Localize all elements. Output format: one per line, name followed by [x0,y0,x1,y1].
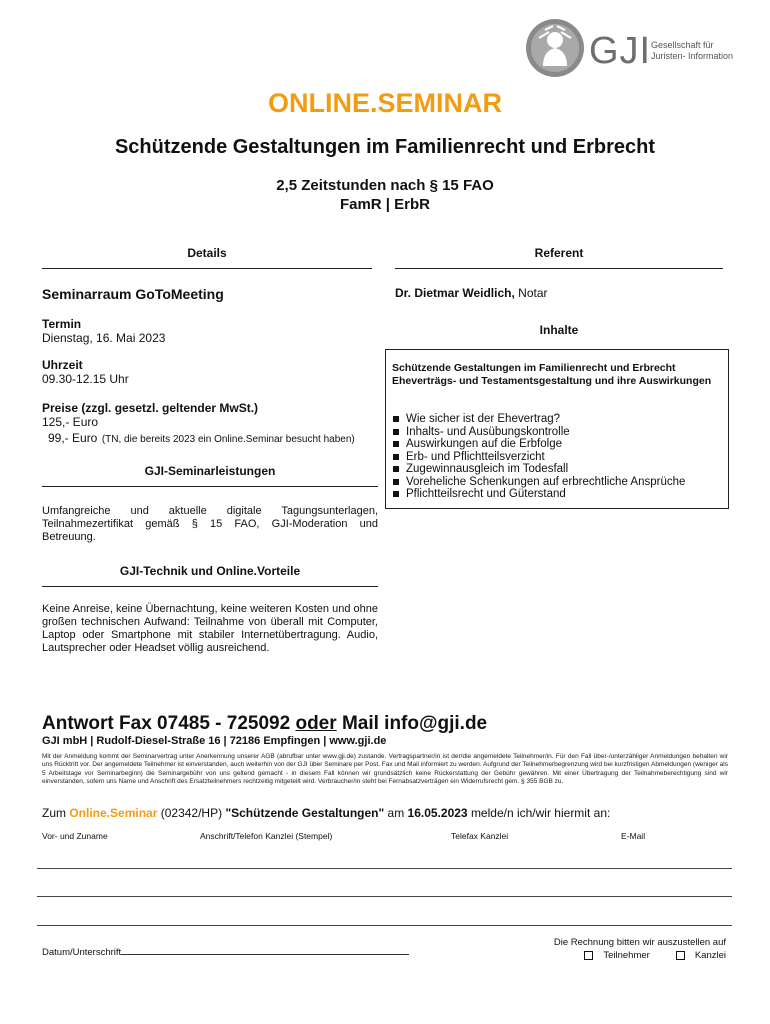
inhalte-item: Auswirkungen auf die Erbfolge [392,438,722,451]
technik-divider [42,586,378,587]
field-label-name: Vor- und Zuname [42,831,108,841]
checkbox-teilnehmer[interactable] [584,951,593,960]
leistungen-text: Umfangreiche und aktuelle digitale Tagungsunterlagen, Teilnahmezertifikat gemäß § 15 FAO, GJI-Moderation und Betreuung. [42,505,378,543]
technik-heading: GJI-Technik und Online.Vorteile [119,564,301,578]
option-teilnehmer-label: Teilnehmer [603,950,650,961]
termin-value: Dienstag, 16. Mai 2023 [42,331,166,345]
antwort-fax: Antwort Fax 07485 - 725092 [42,713,291,734]
price-reduced [48,429,355,447]
signature-label: Datum/Unterschrift [42,947,122,958]
referent-role: Notar [518,286,548,300]
logo-emblem-icon [525,18,585,78]
price-reduced-value: 99,- Euro [48,431,98,445]
invoice-options [560,950,726,961]
inhalte-item: Voreheliche Schenkungen auf erbrechtliche Ansprüche [392,476,722,489]
preise-label: Preise (zzgl. gesetzl. geltender MwSt.) [42,401,259,415]
termin-label: Termin [42,317,82,331]
details-divider [42,268,372,269]
inhalte-item: Inhalts- und Ausübungskontrolle [392,426,722,439]
antwort-mail: Mail info@gji.de [341,713,488,734]
inhalte-item: Erb- und Pflichtteilsverzicht [392,451,722,464]
page-title: ONLINE.SEMINAR [267,88,502,118]
inhalte-list [392,413,722,501]
logo-subtitle [651,40,733,62]
inhalte-box-title1: Schützende Gestaltungen im Familienrecht und Erbrecht [392,362,676,374]
reg-rest: melde/n ich/wir hiermit an: [470,806,611,820]
entry-line-3[interactable] [37,925,732,926]
leistungen-divider [42,486,378,487]
uhrzeit-label: Uhrzeit [42,358,83,372]
referent-divider [395,268,723,269]
technik-text: Keine Anreise, keine Übernachtung, keine weiteren Kosten und ohne großen technischen Aufwand: Teilnahme von überall mit Computer, Laptop oder Smartphone mit stabiler Internetübertragung. Audio, Lautsprecher oder Headset völlig ausreichend. [42,603,378,654]
signature-line[interactable] [121,954,409,955]
field-label-email: E-Mail [621,831,646,841]
price-regular: 125,- Euro [42,415,99,429]
signature-field[interactable] [42,947,409,958]
logo-sub-line2: Juristen- Information [651,51,734,61]
inhalte-item: Pflichtteilsrecht und Güterstand [392,488,722,501]
inhalte-item: Zugewinnausgleich im Todesfall [392,463,722,476]
company-address: GJI mbH | Rudolf-Diesel-Straße 16 | 72186 Empfingen | www.gji.de [42,735,387,747]
venue: Seminarraum GoToMeeting [42,286,224,302]
field-label-address: Anschrift/Telefon Kanzlei (Stempel) [200,831,333,841]
uhrzeit-value: 09.30-12.15 Uhr [42,372,129,386]
hours-line: 2,5 Zeitstunden nach § 15 FAO [276,177,494,194]
logo-brand: GJI [589,30,652,72]
entry-line-1[interactable] [37,868,732,869]
areas-line: FamR | ErbR [339,196,431,213]
gji-logo [525,18,735,80]
reg-online-seminar: Online.Seminar [69,806,158,820]
seminar-title: Schützende Gestaltungen im Familienrecht und Erbrecht [114,136,656,158]
inhalte-box [385,349,729,509]
option-kanzlei-label: Kanzlei [694,950,726,961]
details-heading: Details [187,246,227,260]
inhalte-item: Wie sicher ist der Ehevertrag? [392,413,722,426]
reg-title: "Schützende Gestaltungen" [225,806,385,820]
registration-line [42,806,610,820]
referent-name: Dr. Dietmar Weidlich, [395,286,515,300]
invoice-label: Die Rechnung bitten wir auszustellen auf [553,937,726,948]
terms-fineprint: Mit der Anmeldung kommt der Seminarvertrag unter Anerkennung unserer AGB (abrufbar unter www.gji.de) zustande. Vertragspartner/in ist der/die angemeldete Teilnehmer/in. Für den Fall über-/unterzähliger Anmeldungen behalten wir uns Rücktritt vor. Der angemeldete Teilnehmer ist einverstanden, auch weiterhin von der GJI über Seminare per Post, Fax und Mail informiert zu werden. Aufgrund der Teilnehmerbegrenzung wird bei kurzfristigen Abmeldungen (weniger als 5 Arbeitstage vor Seminarbeginn) die Seminargebühr von uns geltend gemacht - in diesem Fall können wir grundsätzlich keine Rückerstattung der Gebühr gewähren. Mit einer Übertragung der Teilnahmeberechtigung sind wir einverstanden, sofern uns Name und Anschrift des Ersatzteilnehmers rechtzeitig mitgeteilt wird. Verbraucher/in steht bei Fernabsatzverträgen ein Widerrufsrecht gem. § 355 BGB zu. [42,753,728,785]
inhalte-box-title2: Eheverträgs- und Testamentsgestaltung und ihre Auswirkungen [392,375,712,387]
antwort-line [42,713,487,735]
reg-zum: Zum [42,806,66,820]
checkbox-kanzlei[interactable] [676,951,685,960]
inhalte-heading: Inhalte [539,323,579,337]
logo-sub-line1: Gesellschaft für [651,40,714,50]
referent-heading: Referent [534,246,584,260]
field-label-fax: Telefax Kanzlei [451,831,509,841]
entry-line-2[interactable] [37,896,732,897]
antwort-oder: oder [295,713,337,734]
reg-code: (02342/HP) [160,806,223,820]
reg-am: am [387,806,405,820]
leistungen-heading: GJI-Seminarleistungen [144,464,276,478]
reg-date: 16.05.2023 [407,806,468,820]
referent-line [395,286,548,300]
price-reduced-note: (TN, die bereits 2023 ein Online.Seminar besucht haben) [101,434,355,445]
